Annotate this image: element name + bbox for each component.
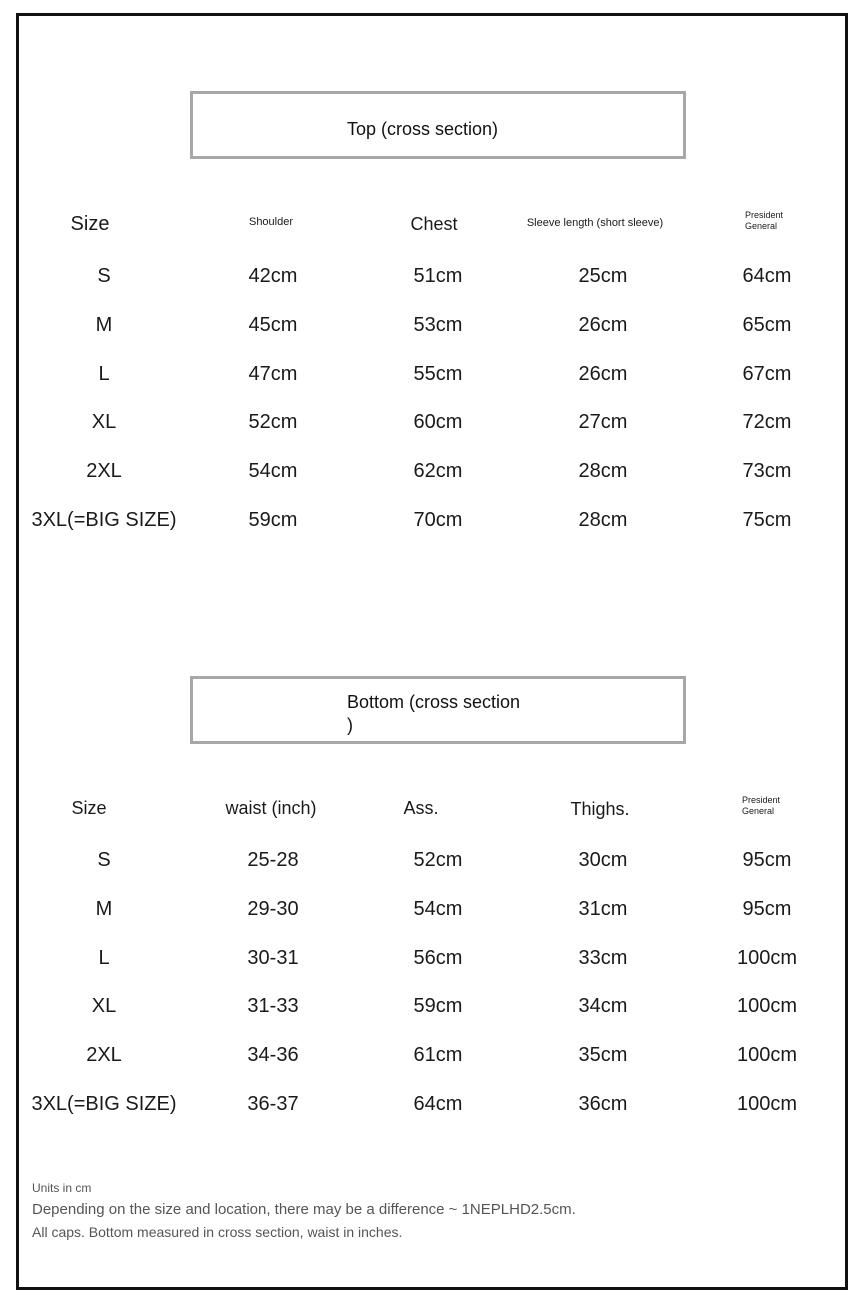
difference-note: Depending on the size and location, there may be a difference ~ 1NEPLHD2.5cm.	[32, 1201, 576, 1218]
table-cell: 31-33	[247, 995, 299, 1017]
table-cell: XL	[91, 411, 117, 433]
table-cell: M	[95, 314, 113, 336]
bottom-header-general-line1: President	[742, 795, 781, 805]
table-cell: 52cm	[413, 849, 463, 871]
table-cell: XL	[91, 995, 117, 1017]
table-cell: 100cm	[736, 1044, 798, 1066]
top-section-title: Top (cross section)	[347, 119, 499, 139]
top-header-chest: Chest	[410, 214, 458, 234]
table-cell: S	[97, 849, 111, 871]
caps-note: All caps. Bottom measured in cross section, waist in inches.	[32, 1224, 403, 1240]
table-cell: 29-30	[247, 898, 299, 920]
table-cell: 51cm	[413, 265, 463, 287]
table-cell: 56cm	[413, 947, 463, 969]
table-cell: 64cm	[413, 1093, 463, 1115]
table-cell: 34cm	[578, 995, 628, 1017]
table-cell: 25cm	[578, 265, 628, 287]
table-cell: 75cm	[742, 509, 792, 531]
top-header-general-line1: President	[745, 210, 784, 220]
table-cell: 65cm	[742, 314, 792, 336]
table-cell: 61cm	[413, 1044, 463, 1066]
table-cell: 33cm	[578, 947, 628, 969]
table-cell: 35cm	[578, 1044, 628, 1066]
table-cell: 95cm	[742, 849, 792, 871]
table-cell: 26cm	[578, 363, 628, 385]
bottom-header-ass: Ass.	[403, 798, 439, 818]
table-cell: 36-37	[247, 1093, 299, 1115]
bottom-header-size: Size	[71, 798, 107, 818]
table-cell: 36cm	[578, 1093, 628, 1115]
top-header-general	[745, 210, 783, 232]
units-note: Units in cm	[32, 1181, 92, 1195]
table-cell: 60cm	[413, 411, 463, 433]
table-cell: 59cm	[248, 509, 298, 531]
table-cell: 42cm	[248, 265, 298, 287]
table-cell: 31cm	[578, 898, 628, 920]
top-header-size: Size	[70, 213, 110, 235]
table-cell: 72cm	[742, 411, 792, 433]
table-cell: 47cm	[248, 363, 298, 385]
table-cell: 100cm	[736, 1093, 798, 1115]
table-cell: 100cm	[736, 995, 798, 1017]
table-cell: 2XL	[86, 1044, 122, 1066]
table-cell: S	[97, 265, 111, 287]
table-cell: 55cm	[413, 363, 463, 385]
table-cell: L	[98, 947, 110, 969]
top-section-title-box	[190, 91, 686, 159]
bottom-header-thighs: Thighs.	[570, 799, 630, 819]
bottom-section-title: Bottom (cross section )	[347, 692, 521, 735]
table-cell: M	[95, 898, 113, 920]
table-cell: 53cm	[413, 314, 463, 336]
top-header-sleeve: Sleeve length (short sleeve)	[526, 217, 664, 229]
top-header-general-line2: General	[745, 221, 778, 231]
bottom-section-title-box	[190, 676, 686, 744]
table-cell: 59cm	[413, 995, 463, 1017]
table-cell: 30-31	[247, 947, 299, 969]
table-cell: 73cm	[742, 460, 792, 482]
table-cell: 3XL(=BIG SIZE)	[31, 509, 177, 531]
table-cell: 25-28	[247, 849, 299, 871]
table-cell: 45cm	[248, 314, 298, 336]
top-header-shoulder: Shoulder	[248, 216, 294, 228]
table-cell: 54cm	[248, 460, 298, 482]
table-cell: 26cm	[578, 314, 628, 336]
table-cell: 34-36	[247, 1044, 299, 1066]
table-cell: 2XL	[86, 460, 122, 482]
bottom-header-waist: waist (inch)	[225, 798, 317, 818]
table-cell: 28cm	[578, 509, 628, 531]
table-cell: 64cm	[742, 265, 792, 287]
table-cell: 54cm	[413, 898, 463, 920]
table-cell: 27cm	[578, 411, 628, 433]
table-cell: 3XL(=BIG SIZE)	[31, 1093, 177, 1115]
table-cell: 70cm	[413, 509, 463, 531]
table-cell: 100cm	[736, 947, 798, 969]
table-cell: 30cm	[578, 849, 628, 871]
table-cell: 28cm	[578, 460, 628, 482]
bottom-header-general-line2: General	[742, 806, 775, 816]
table-cell: 62cm	[413, 460, 463, 482]
table-cell: 67cm	[742, 363, 792, 385]
table-cell: 52cm	[248, 411, 298, 433]
bottom-header-general	[742, 795, 780, 817]
table-cell: 95cm	[742, 898, 792, 920]
table-cell: L	[98, 363, 110, 385]
